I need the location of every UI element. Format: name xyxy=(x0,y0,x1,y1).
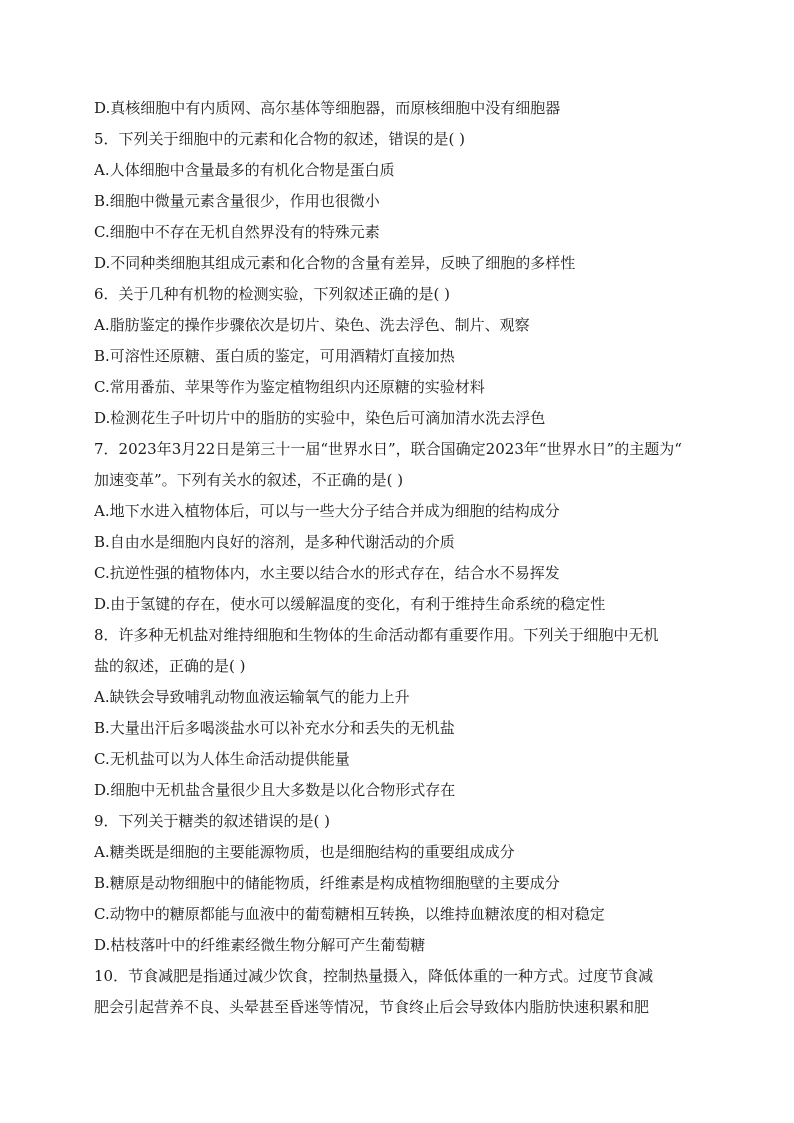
option-5d-prev: D.真核细胞中有内质网、高尔基体等细胞器，而原核细胞中没有细胞器 xyxy=(94,99,561,117)
question-6-stem: 6．关于几种有机物的检测实验，下列叙述正确的是( ) xyxy=(94,285,451,303)
question-6-option-a: A.脂肪鉴定的操作步骤依次是切片、染色、洗去浮色、制片、观察 xyxy=(94,316,530,334)
question-6-option-d: D.检测花生子叶切片中的脂肪的实验中，染色后可滴加清水洗去浮色 xyxy=(94,409,546,427)
question-7-option-a: A.地下水进入植物体后，可以与一些大分子结合并成为细胞的结构成分 xyxy=(94,502,560,520)
question-9-option-c: C.动物中的糖原都能与血液中的葡萄糖相互转换，以维持血糖浓度的相对稳定 xyxy=(94,905,605,923)
question-7-stem-line-1: 7．2023年3月22日是第三十一届“世界水日”，联合国确定2023年“世界水日”的主题为“ xyxy=(94,440,682,458)
question-7-option-b: B.自由水是细胞内良好的溶剂，是多种代谢活动的介质 xyxy=(94,533,455,551)
question-5-option-c: C.细胞中不存在无机自然界没有的特殊元素 xyxy=(94,223,380,241)
question-5-stem: 5．下列关于细胞中的元素和化合物的叙述，错误的是( ) xyxy=(94,130,466,148)
question-10-stem-line-2: 肥会引起营养不良、头晕甚至昏迷等情况，节食终止后会导致体内脂肪快速积累和肥 xyxy=(94,998,650,1016)
question-8-option-b: B.大量出汗后多喝淡盐水可以补充水分和丢失的无机盐 xyxy=(94,719,455,737)
question-8-option-a: A.缺铁会导致哺乳动物血液运输氧气的能力上升 xyxy=(94,688,410,706)
question-7-option-c: C.抗逆性强的植物体内，水主要以结合水的形式存在，结合水不易挥发 xyxy=(94,564,560,582)
question-8-stem-line-2: 盐的叙述，正确的是( ) xyxy=(94,657,246,675)
question-7-option-d: D.由于氢键的存在，使水可以缓解温度的变化，有利于维持生命系统的稳定性 xyxy=(94,595,606,613)
question-5-option-d: D.不同种类细胞其组成元素和化合物的含量有差异，反映了细胞的多样性 xyxy=(94,254,576,272)
question-9-option-b: B.糖原是动物细胞中的储能物质，纤维素是构成植物细胞壁的主要成分 xyxy=(94,874,560,892)
question-8-option-c: C.无机盐可以为人体生命活动提供能量 xyxy=(94,750,350,768)
question-7-stem-line-2: 加速变革”。下列有关水的叙述，不正确的是( ) xyxy=(94,471,404,489)
question-6-option-b: B.可溶性还原糖、蛋白质的鉴定，可用酒精灯直接加热 xyxy=(94,347,455,365)
exam-text xyxy=(94,93,714,1023)
question-9-option-d: D.枯枝落叶中的纤维素经微生物分解可产生葡萄糖 xyxy=(94,936,426,954)
question-8-stem-line-1: 8．许多种无机盐对维持细胞和生物体的生命活动都有重要作用。下列关于细胞中无机 xyxy=(94,626,659,644)
question-9-option-a: A.糖类既是细胞的主要能源物质，也是细胞结构的重要组成成分 xyxy=(94,843,515,861)
question-5-option-a: A.人体细胞中含量最多的有机化合物是蛋白质 xyxy=(94,161,395,179)
question-10-stem-line-1: 10．节食减肥是指通过减少饮食，控制热量摄入，降低体重的一种方式。过度节食减 xyxy=(94,967,654,985)
question-8-option-d: D.细胞中无机盐含量很少且大多数是以化合物形式存在 xyxy=(94,781,456,799)
question-9-stem: 9．下列关于糖类的叙述错误的是( ) xyxy=(94,812,331,830)
question-6-option-c: C.常用番茄、苹果等作为鉴定植物组织内还原糖的实验材料 xyxy=(94,378,485,396)
question-5-option-b: B.细胞中微量元素含量很少，作用也很微小 xyxy=(94,192,380,210)
